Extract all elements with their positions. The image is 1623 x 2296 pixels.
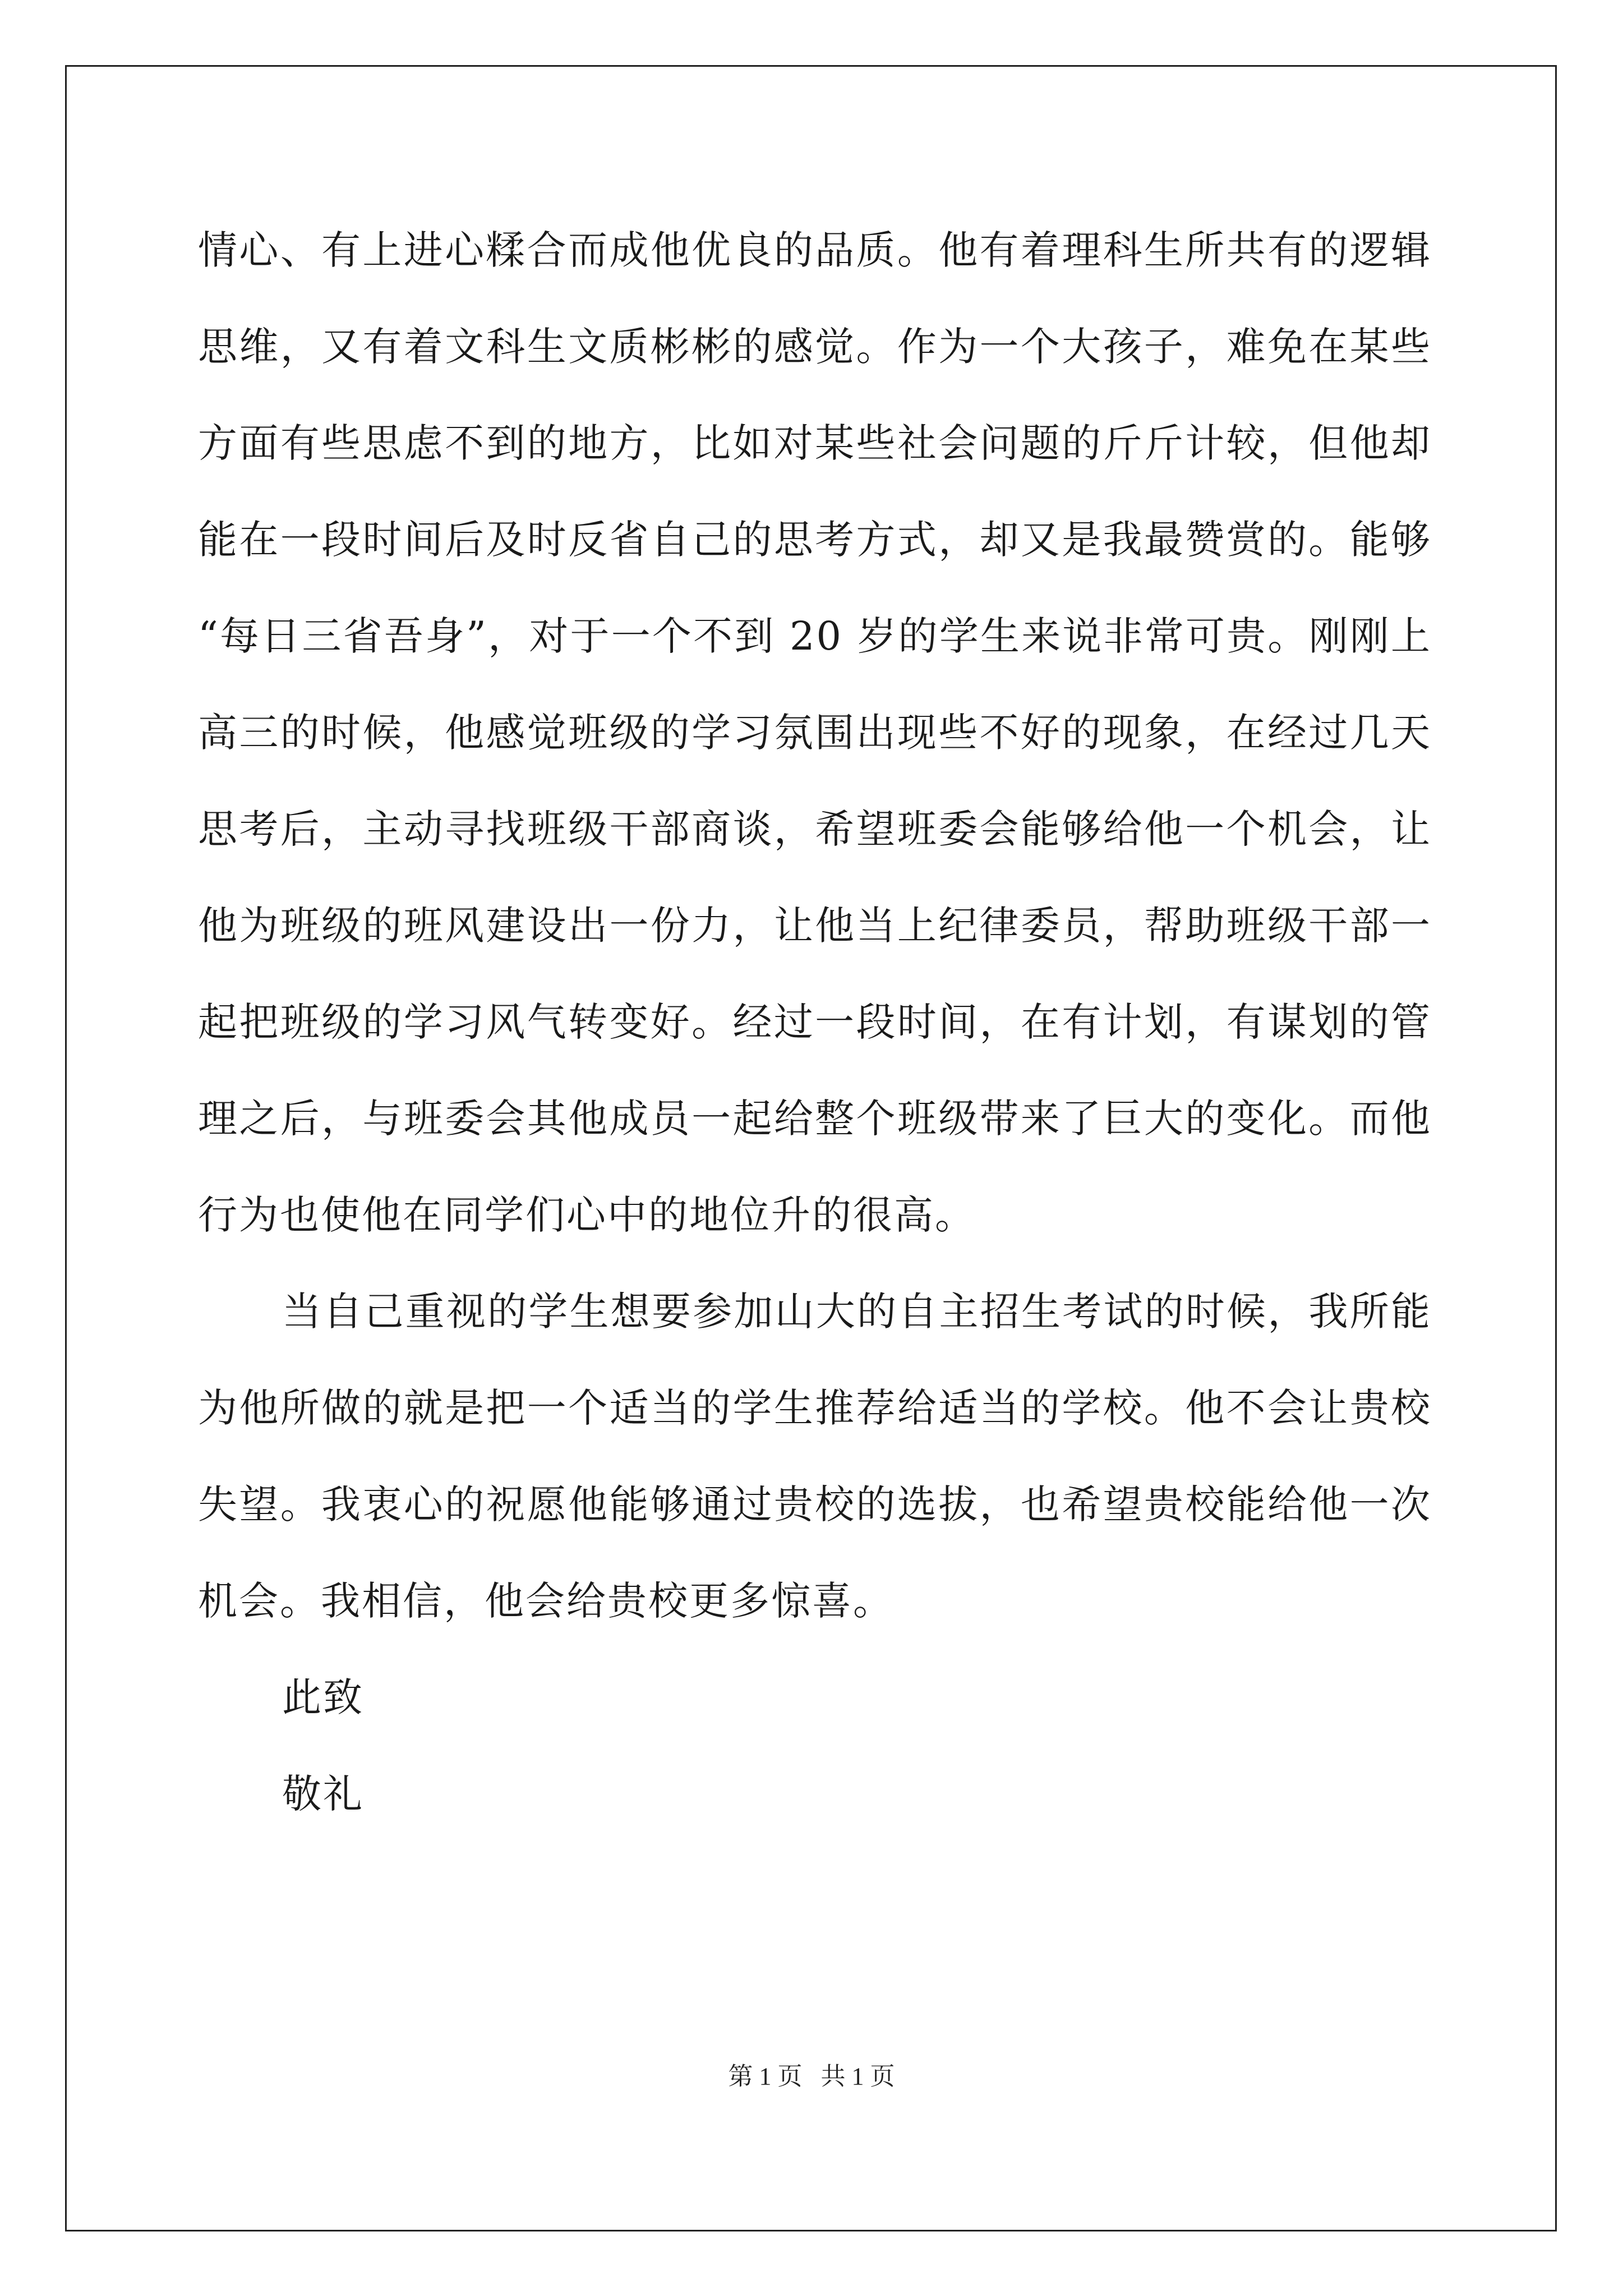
- text-line: 机会。我相信，他会给贵校更多惊喜。: [198, 1578, 894, 1624]
- text-line: 高三的时候，他感觉班级的学习氛围出现些不好的现象，在经过几天: [198, 710, 1432, 756]
- text-line: 失望。我衷心的祝愿他能够通过贵校的选拔，也希望贵校能给他一次: [198, 1481, 1432, 1527]
- text-line: “每日三省吾身”，对于一个不到 20 岁的学生来说非常可贵。刚刚上: [198, 613, 1432, 659]
- text-line: 为他所做的就是把一个适当的学生推荐给适当的学校。他不会让贵校: [198, 1385, 1432, 1431]
- text-line: 思考后，主动寻找班级干部商谈，希望班委会能够给他一个机会，让: [198, 806, 1432, 852]
- text-line: 方面有些思虑不到的地方，比如对某些社会问题的斤斤计较，但他却: [198, 420, 1432, 466]
- text-line: 他为班级的班风建设出一份力，让他当上纪律委员，帮助班级干部一: [198, 903, 1432, 949]
- closing-salutation: 此致: [282, 1674, 364, 1720]
- text-line: 理之后，与班委会其他成员一起给整个班级带来了巨大的变化。而他: [198, 1096, 1432, 1142]
- closing-regards: 敬礼: [282, 1771, 364, 1817]
- text-line: 情心、有上进心糅合而成他优良的品质。他有着理科生所共有的逻辑: [198, 227, 1432, 273]
- text-line: 行为也使他在同学们心中的地位升的很高。: [198, 1192, 976, 1238]
- text-line: 思维，又有着文科生文质彬彬的感觉。作为一个大孩子，难免在某些: [198, 324, 1432, 370]
- text-line: 起把班级的学习风气转变好。经过一段时间，在有计划，有谋划的管: [198, 999, 1432, 1045]
- page-footer: 第 1 页 共 1 页: [728, 2063, 895, 2090]
- text-line: 能在一段时间后及时反省自己的思考方式，却又是我最赞赏的。能够: [198, 517, 1432, 563]
- text-line: 当自己重视的学生想要参加山大的自主招生考试的时候，我所能: [282, 1289, 1432, 1335]
- document-body: [198, 202, 1432, 1842]
- paragraph-1: [198, 202, 1432, 1263]
- paragraph-2: [198, 1263, 1432, 1649]
